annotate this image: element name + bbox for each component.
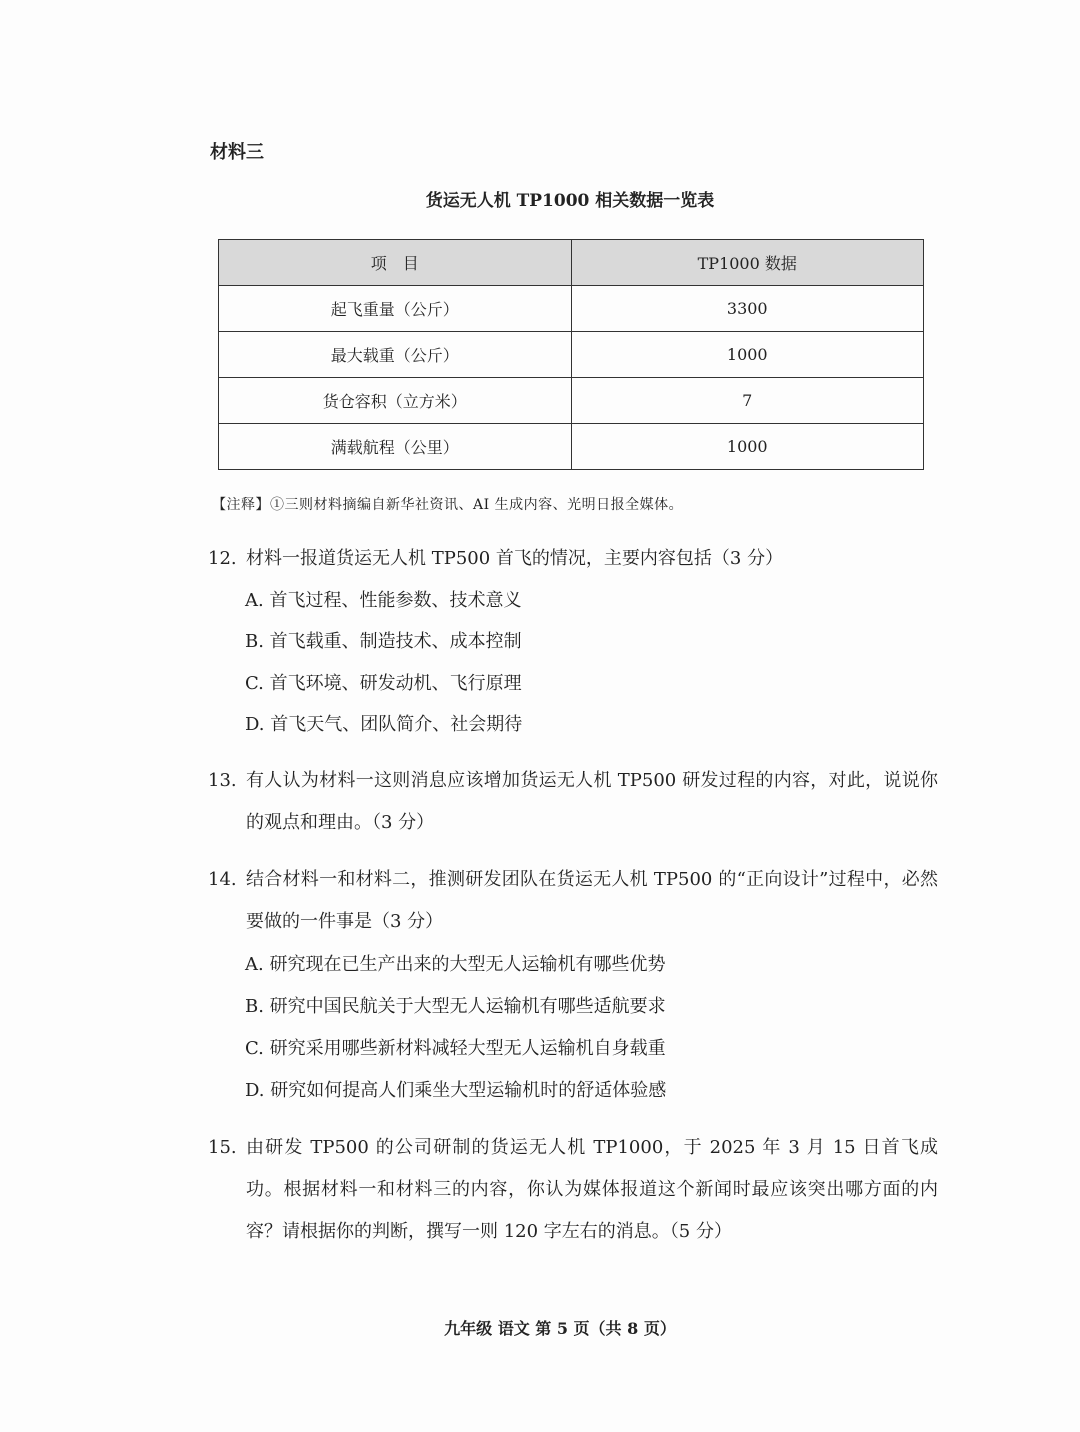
option-d: D. 研究如何提高人们乘坐大型运输机时的舒适体验感: [245, 1080, 667, 1101]
table-note: 【注释】①三则材料摘编自新华社资讯、AI 生成内容、光明日报全媒体。: [212, 497, 684, 513]
question-text: 结合材料一和材料二，推测研发团队在货运无人机 TP500 的“正向设计”过程中，必然要做的一件事是（3 分）: [246, 869, 938, 932]
option-c: C. 首飞环境、研发动机、飞行原理: [245, 673, 522, 694]
table-title: 货运无人机 TP1000 相关数据一览表: [425, 191, 715, 211]
table-row: [219, 286, 924, 332]
question-13: [208, 760, 938, 844]
table-row: [219, 378, 924, 424]
material-label: 材料三: [210, 142, 264, 163]
question-12: [208, 538, 938, 580]
header-cell: 项 目: [219, 240, 572, 286]
page-footer: 九年级 语文 第 5 页（共 8 页）: [444, 1319, 676, 1338]
header-cell: TP1000 数据: [571, 240, 924, 286]
question-number: 14.: [208, 869, 237, 890]
table-row: [219, 332, 924, 378]
option-d: D. 首飞天气、团队简介、社会期待: [245, 714, 523, 735]
question-number: 15.: [208, 1137, 237, 1158]
cell: 起飞重量（公斤）: [219, 286, 572, 332]
table-header-row: [219, 240, 924, 286]
cell: 1000: [571, 332, 924, 378]
data-table: [218, 239, 924, 470]
cell: 最大载重（公斤）: [219, 332, 572, 378]
question-14: [208, 859, 938, 943]
question-15: [208, 1127, 938, 1253]
question-text: 有人认为材料一这则消息应该增加货运无人机 TP500 研发过程的内容，对此，说说你的观点和理由。（3 分）: [246, 770, 938, 833]
option-a: A. 首飞过程、性能参数、技术意义: [245, 590, 522, 611]
option-b: B. 研究中国民航关于大型无人运输机有哪些适航要求: [245, 996, 666, 1017]
question-number: 12.: [208, 548, 237, 569]
cell: 货仓容积（立方米）: [219, 378, 572, 424]
cell: 7: [571, 378, 924, 424]
cell: 3300: [571, 286, 924, 332]
option-c: C. 研究采用哪些新材料减轻大型无人运输机自身载重: [245, 1038, 666, 1059]
question-text: 由研发 TP500 的公司研制的货运无人机 TP1000，于 2025 年 3 月 15 日首飞成功。根据材料一和材料三的内容，你认为媒体报道这个新闻时最应该突出哪方面的内容？请根据你的判断，撰写一则 120 字左右的消息。（5 分）: [246, 1137, 938, 1242]
option-b: B. 首飞载重、制造技术、成本控制: [245, 631, 522, 652]
table-row: [219, 424, 924, 470]
question-text: 材料一报道货运无人机 TP500 首飞的情况，主要内容包括（3 分）: [246, 548, 784, 569]
cell: 1000: [571, 424, 924, 470]
option-a: A. 研究现在已生产出来的大型无人运输机有哪些优势: [245, 954, 666, 975]
question-number: 13.: [208, 770, 237, 791]
cell: 满载航程（公里）: [219, 424, 572, 470]
